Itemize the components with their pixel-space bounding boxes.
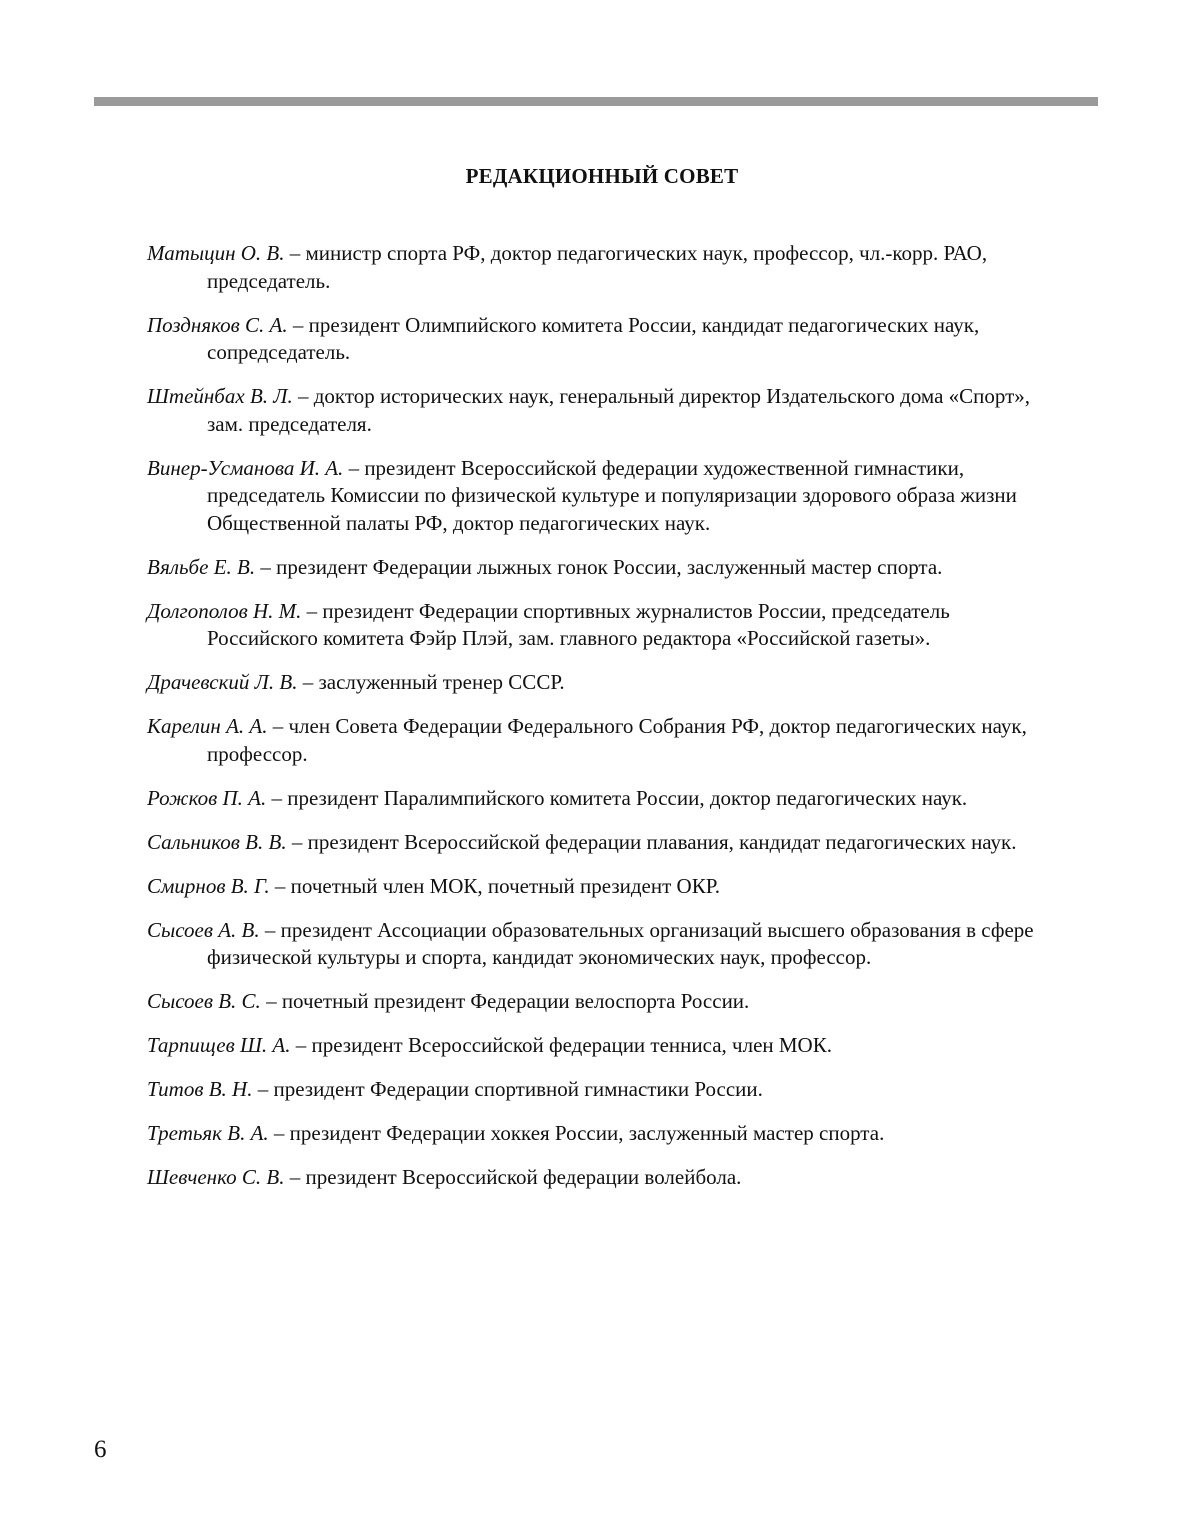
member-description: – президент Всероссийской федерации волейбола. bbox=[284, 1165, 742, 1189]
list-item bbox=[147, 383, 1047, 438]
member-description: – член Совета Федерации Федерального Собрания РФ, доктор педагогических наук, профессор. bbox=[207, 714, 1027, 766]
member-name: Тарпищев Ш. А. bbox=[147, 1033, 291, 1057]
member-description: – президент Федерации лыжных гонок России, заслуженный мастер спорта. bbox=[255, 554, 943, 579]
member-name: Матыцин О. В. bbox=[147, 241, 285, 265]
member-name: Драчевский Л. В. bbox=[147, 670, 298, 694]
member-name: Штейнбах В. Л. bbox=[147, 384, 293, 408]
member-description: – доктор исторических наук, генеральный директор Издательского дома «Спорт», зам. председателя. bbox=[207, 384, 1031, 436]
member-name: Шевченко С. В. bbox=[147, 1165, 285, 1189]
member-description: – президент Ассоциации образовательных организаций высшего образования в сфере физической культуры и спорта, кандидат экономических наук, профессор. bbox=[207, 917, 1034, 969]
member-name: Карелин А. А. bbox=[147, 714, 268, 738]
page-title: РЕДАКЦИОННЫЙ СОВЕТ bbox=[465, 164, 739, 188]
list-item bbox=[147, 1120, 1047, 1148]
member-description: – президент Паралимпийского комитета России, доктор педагогических наук. bbox=[266, 785, 968, 810]
list-item bbox=[147, 713, 1047, 768]
list-item bbox=[147, 312, 1047, 367]
list-item bbox=[147, 598, 1047, 653]
member-description: – президент Федерации спортивной гимнастики России. bbox=[252, 1077, 763, 1101]
member-description: – президент Всероссийской федерации художественной гимнастики, председатель Комиссии по физической культуре и популяризации здорового образа жизни Общественной палаты РФ, доктор педагогических наук. bbox=[207, 455, 1017, 535]
list-item bbox=[147, 873, 1047, 901]
member-name: Долгополов Н. М. bbox=[147, 598, 302, 623]
member-name: Третьяк В. А. bbox=[147, 1121, 269, 1145]
member-description: – почетный президент Федерации велоспорта России. bbox=[260, 989, 750, 1013]
member-description: – президент Федерации хоккея России, заслуженный мастер спорта. bbox=[268, 1121, 885, 1145]
list-item bbox=[147, 1032, 1047, 1060]
list-item bbox=[147, 917, 1047, 972]
list-item bbox=[147, 455, 1047, 538]
member-name: Винер-Усманова И. А. bbox=[147, 455, 344, 480]
member-description: – министр спорта РФ, доктор педагогических наук, профессор, чл.-корр. РАО, председатель. bbox=[207, 241, 988, 293]
member-description: – заслуженный тренер СССР. bbox=[297, 670, 565, 694]
top-rule-divider bbox=[94, 97, 1098, 106]
page-number: 6 bbox=[94, 1436, 107, 1463]
member-name: Вяльбе Е. В. bbox=[147, 554, 256, 579]
member-name: Сысоев В. С. bbox=[147, 989, 261, 1013]
list-item bbox=[147, 240, 1047, 295]
list-item bbox=[147, 785, 1047, 813]
member-description: – президент Олимпийского комитета России, кандидат педагогических наук, сопредседатель. bbox=[207, 312, 980, 364]
member-description: – почетный член МОК, почетный президент ОКР. bbox=[269, 873, 721, 898]
list-item bbox=[147, 1076, 1047, 1104]
member-description: – президент Федерации спортивных журналистов России, председатель Российского комитета Фэйр Плэй, зам. главного редактора «Российской газеты». bbox=[207, 598, 950, 650]
editorial-board-list bbox=[147, 240, 1047, 1208]
member-description: – президент Всероссийской федерации тенниса, член МОК. bbox=[290, 1033, 832, 1057]
member-name: Сысоев А. В. bbox=[147, 917, 260, 942]
member-name: Поздняков С. А. bbox=[147, 312, 288, 337]
list-item bbox=[147, 1164, 1047, 1192]
list-item bbox=[147, 554, 1047, 582]
member-name: Смирнов В. Г. bbox=[147, 873, 270, 898]
member-name: Титов В. Н. bbox=[147, 1077, 253, 1101]
list-item bbox=[147, 829, 1047, 857]
member-name: Рожков П. А. bbox=[147, 785, 267, 810]
list-item bbox=[147, 988, 1047, 1016]
list-item bbox=[147, 669, 1047, 697]
member-description: – президент Всероссийской федерации плавания, кандидат педагогических наук. bbox=[286, 829, 1017, 854]
member-name: Сальников В. В. bbox=[147, 829, 287, 854]
